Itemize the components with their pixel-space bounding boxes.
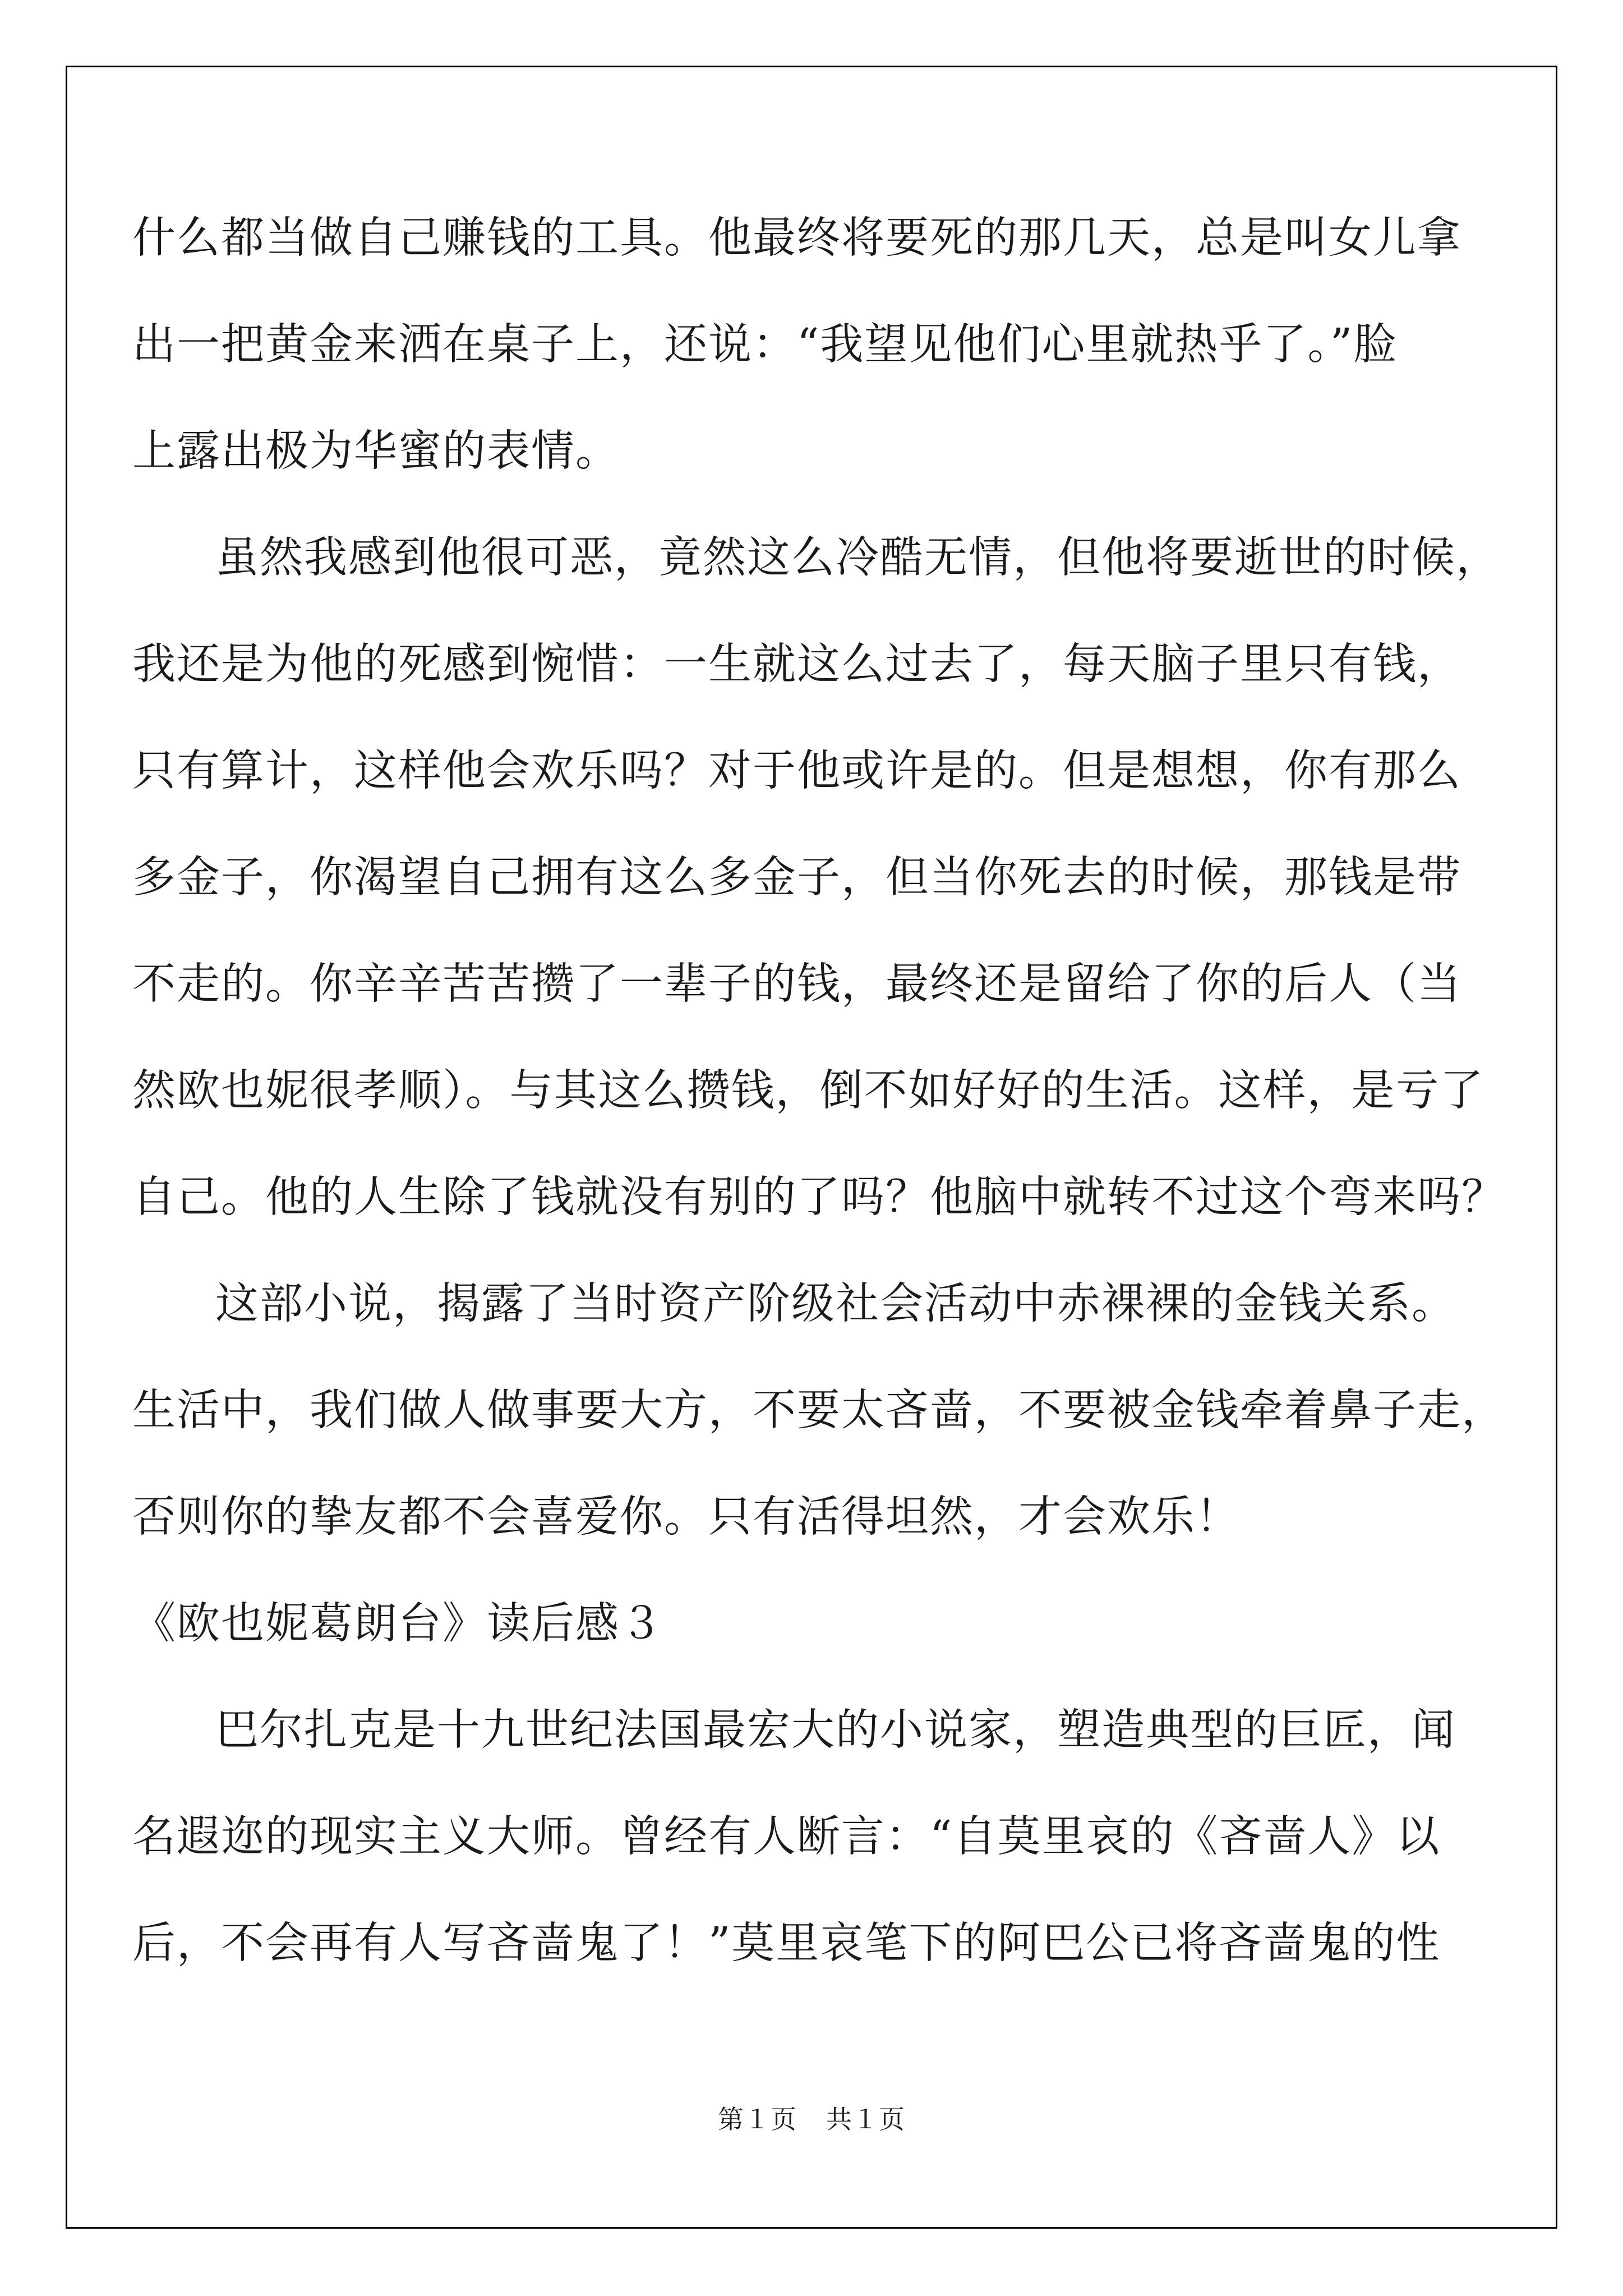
body-line: 否则你的挚友都不会喜爱你。只有活得坦然，才会欢乐！	[132, 1492, 1240, 1542]
paragraph-first-line: 虽然我感到他很可恶，竟然这么冷酷无情，但他将要逝世的时候，	[215, 533, 1500, 583]
document-body	[132, 185, 1506, 1997]
body-line: 名遐迩的现实主义大师。曾经有人断言：“自莫里哀的《吝啬人》以	[132, 1812, 1441, 1862]
body-line: 上露出极为华蜜的表情。	[132, 426, 620, 476]
body-line: 我还是为他的死感到惋惜：一生就这么过去了，每天脑子里只有钱，	[132, 639, 1461, 689]
body-line: 生活中，我们做人做事要大方，不要太吝啬，不要被金钱牵着鼻子走，	[132, 1386, 1506, 1435]
body-line: 不走的。你辛辛苦苦攒了一辈子的钱，最终还是留给了你的后人（当	[132, 959, 1461, 1009]
paragraph-first-line: 巴尔扎克是十九世纪法国最宏大的小说家，塑造典型的巨匠，闻	[215, 1705, 1456, 1755]
page-total: 共１页	[826, 2104, 905, 2134]
page-number: 第１页	[718, 2104, 797, 2134]
paragraph-first-line: 这部小说，揭露了当时资产阶级社会活动中赤裸裸的金钱关系。	[215, 1279, 1456, 1329]
page-footer	[0, 2099, 1623, 2136]
body-line: 后，不会再有人写吝啬鬼了！”莫里哀笔下的阿巴公已将吝啬鬼的性	[132, 1918, 1441, 1968]
body-line: 出一把黄金来洒在桌子上，还说：“我望见他们心里就热乎了。”脸	[132, 320, 1398, 370]
body-line: 什么都当做自己赚钱的工具。他最终将要死的那几天，总是叫女儿拿	[132, 213, 1461, 263]
body-line: 自己。他的人生除了钱就没有别的了吗？他脑中就转不过这个弯来吗？	[132, 1172, 1506, 1222]
section-heading: 《欧也妮葛朗台》读后感３	[132, 1599, 664, 1649]
body-line: 然欧也妮很孝顺）。与其这么攒钱，倒不如好好的生活。这样，是亏了	[132, 1066, 1484, 1116]
body-line: 只有算计，这样他会欢乐吗？对于他或许是的。但是想想，你有那么	[132, 746, 1461, 796]
body-line: 多金子，你渴望自己拥有这么多金子，但当你死去的时候，那钱是带	[132, 853, 1461, 903]
